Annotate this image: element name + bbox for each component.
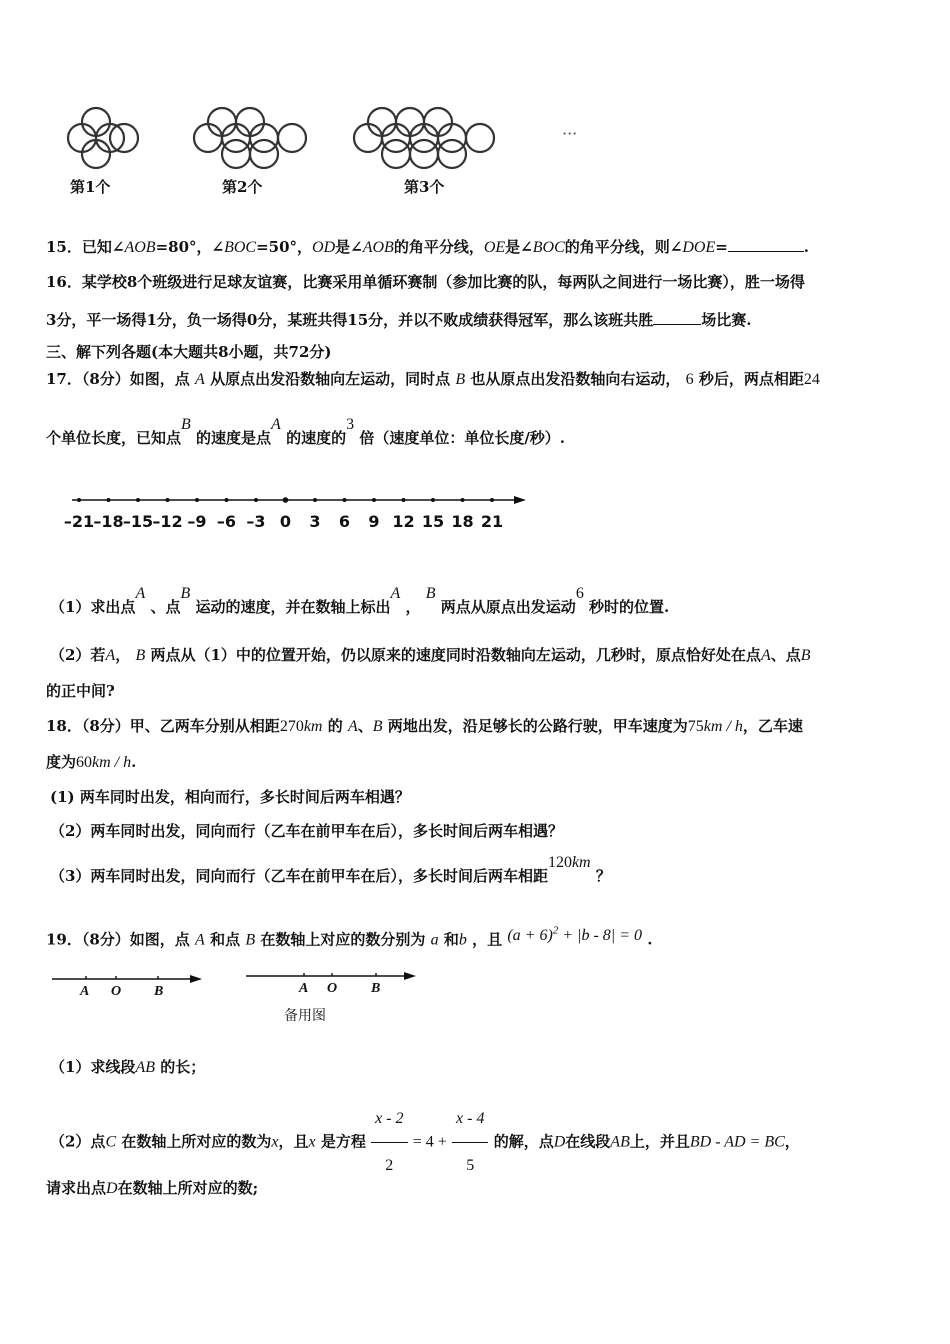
- tick-mark: [136, 498, 140, 502]
- question-19-part-1: （1）求线段AB 的长；: [50, 1058, 206, 1076]
- number-line-q17: [66, 488, 536, 512]
- tick-mark: [402, 498, 406, 502]
- question-19-line-1: 19．（8分）如图，点 A 和点 B 在数轴上对应的数分别为 a 和b ，且 $(a + 6)^2 + |b - 8| = 0$ .: [46, 925, 653, 949]
- circle: [222, 140, 250, 168]
- label-O: O: [111, 984, 122, 999]
- question-17-part-2: （2）若A， B 两点从（1）中的位置开始，仍以原来的速度同时沿数轴向左运动，几秒时，原点恰好处在点A、点B: [50, 646, 811, 664]
- tick-label: –18: [93, 512, 124, 531]
- tick-label: –12: [152, 512, 183, 531]
- tick-label: 6: [338, 512, 351, 531]
- circle: [410, 140, 438, 168]
- question-17-part-2-cont: 的正中间?: [46, 682, 115, 700]
- answer-blank[interactable]: [728, 237, 804, 252]
- tick-mark: [225, 498, 229, 502]
- figure-label-1: 第1个: [70, 178, 111, 196]
- tick-mark: [254, 498, 258, 502]
- number-line-q19-main: [50, 968, 210, 1002]
- label-A: A: [80, 984, 90, 999]
- tick-mark: [343, 498, 347, 502]
- label-A: A: [299, 981, 309, 996]
- question-18-part-2: （2）两车同时出发，同向而行（乙车在前甲车在后），多长时间后两车相遇？: [50, 822, 563, 840]
- tick-mark: [195, 498, 199, 502]
- circle: [82, 140, 110, 168]
- circle: [368, 108, 396, 136]
- circle: [236, 108, 264, 136]
- label-O: O: [327, 981, 338, 996]
- section-heading: 三、解下列各题(本大题共8小题，共72分): [46, 343, 332, 361]
- figure-label-3: 第3个: [404, 178, 445, 196]
- question-19-part-2: （2）点C 在数轴上所对应的数为x，且x 是方程 $\frac{x - 2}{2}$ = 4 + $\frac{x - 4}{5}$ 的解，点D在线段AB上，并且BD - AD = BC，: [50, 1096, 800, 1189]
- circle: [208, 108, 236, 136]
- circle: [438, 140, 466, 168]
- fraction: $\frac{x - 2}{2}$: [371, 1096, 407, 1189]
- circle: [354, 124, 382, 152]
- tick-mark: [490, 498, 494, 502]
- circle: [396, 108, 424, 136]
- tick-label: 21: [480, 512, 504, 531]
- tick-mark: [77, 498, 81, 502]
- circle: [382, 140, 410, 168]
- question-17-line-1: 17．（8分）如图，点 A 从原点出发沿数轴向左运动，同时点 B 也从原点出发沿数轴向右运动， 6 秒后，两点相距24: [46, 370, 820, 388]
- arrow-right-icon: [514, 496, 526, 504]
- arrow-right-icon: [190, 975, 202, 983]
- circle: [466, 124, 494, 152]
- question-17-part-1: （1）求出点A 、点B 运动的速度，并在数轴上标出A ， B 两点从原点出发运动6 秒时的位置.: [50, 585, 670, 616]
- tick-label: 3: [309, 512, 321, 531]
- question-19-part-2-cont: 请求出点D在数轴上所对应的数;: [46, 1179, 259, 1197]
- question-18-line-1: 18．（8分）甲、乙两车分别从相距270km 的 A、B 两地出发，沿足够长的公路行驶，甲车速度为75km / h，乙车速: [46, 717, 803, 735]
- arrow-right-icon: [404, 972, 416, 980]
- tick-label: 9: [368, 512, 380, 531]
- circle: [194, 124, 222, 152]
- tick-mark: [166, 498, 170, 502]
- tick-label: –15: [122, 512, 154, 531]
- figure-ellipsis: ···: [562, 124, 578, 143]
- circle: [222, 124, 250, 152]
- circle: [82, 108, 110, 136]
- question-18-part-3: （3）两车同时出发，同向而行（乙车在前甲车在后），多长时间后两车相距120km ？: [50, 854, 611, 885]
- tick-mark: [283, 497, 289, 503]
- circle: [438, 124, 466, 152]
- tick-label: –21: [63, 512, 95, 531]
- tick-label: 12: [392, 512, 415, 531]
- question-18-part-1: (1) 两车同时出发，相向而行，多长时间后两车相遇？: [50, 788, 410, 806]
- circle: [250, 140, 278, 168]
- question-15: 15．已知∠AOB=80°，∠BOC=50°，OD是∠AOB的角平分线，OE是∠BOC的角平分线，则∠DOE= .: [46, 238, 810, 256]
- circle: [68, 124, 96, 152]
- tick-mark: [461, 498, 465, 502]
- tick-label: 0: [279, 512, 292, 531]
- circle: [382, 124, 410, 152]
- tick-label: –3: [246, 512, 266, 531]
- question-16-line-2: 3分，平一场得1分，负一场得0分，某班共得15分，并以不败成绩获得冠军，那么该班共胜 场比赛.: [46, 311, 752, 329]
- label-B: B: [371, 981, 381, 996]
- backup-figure-caption: 备用图: [284, 1008, 326, 1024]
- tick-label: 15: [421, 512, 445, 531]
- answer-blank[interactable]: [653, 310, 701, 325]
- circle: [410, 124, 438, 152]
- tick-mark: [372, 498, 376, 502]
- circle-pattern-figure: [50, 90, 610, 210]
- fraction: $\frac{x - 4}{5}$: [452, 1096, 488, 1189]
- tick-mark: [107, 498, 111, 502]
- tick-label: –9: [187, 512, 207, 531]
- tick-label: –6: [216, 512, 237, 531]
- circle: [250, 124, 278, 152]
- question-16-line-1: 16．某学校8个班级进行足球友谊赛，比赛采用单循环赛制（参加比赛的队，每两队之间进行一场比赛），胜一场得: [46, 273, 805, 291]
- tick-label: 18: [451, 512, 474, 531]
- label-B: B: [154, 984, 164, 999]
- circle: [424, 108, 452, 136]
- question-18-line-2: 度为60km / h.: [46, 753, 137, 771]
- figure-label-2: 第2个: [222, 178, 263, 196]
- tick-mark: [313, 498, 317, 502]
- circle: [278, 124, 306, 152]
- question-17-line-2: 个单位长度，已知点B 的速度是点A 的速度的3 倍（速度单位：单位长度/秒）.: [46, 416, 566, 447]
- tick-mark: [431, 498, 435, 502]
